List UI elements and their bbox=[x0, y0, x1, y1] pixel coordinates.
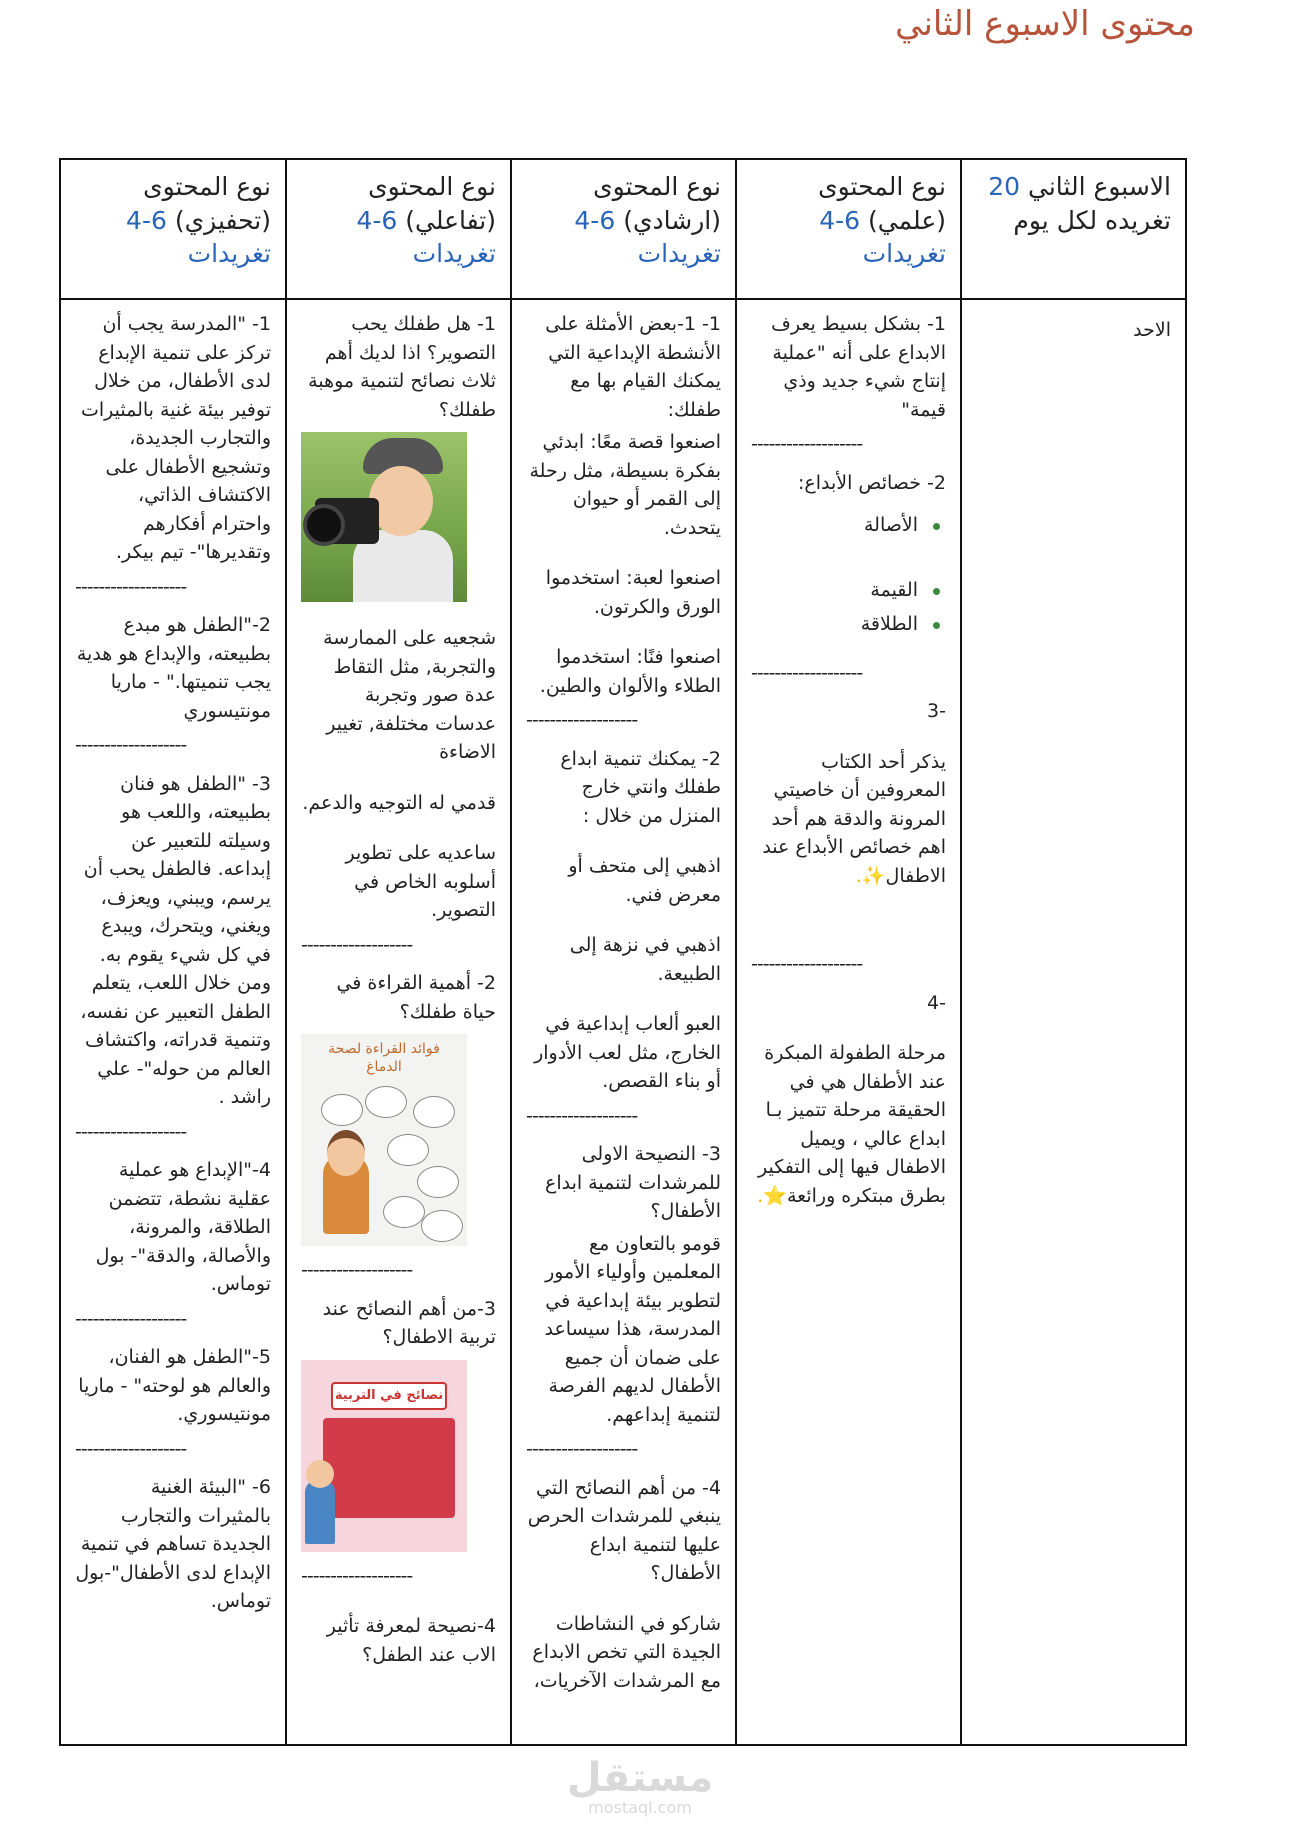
separator: ------------------- bbox=[751, 433, 863, 455]
header-week-title: الاسبوع الثاني bbox=[1028, 172, 1171, 201]
motivational-quote-6: 6- "البيئة الغنية بالمثيرات والتجارب الجديدة تساهم في تنمية الإبداع لدى الأطفال"-بول توماس. bbox=[75, 1476, 271, 1612]
guidance-tweet-4-answer: شاركو في النشاطات الجيدة التي تخص الابداع مع المرشدات الآخريات، bbox=[532, 1612, 721, 1692]
weekly-content-table bbox=[59, 158, 1187, 1746]
advice-text-box bbox=[323, 1418, 455, 1518]
header-type: (تحفيزي) bbox=[174, 205, 271, 235]
guidance-tweet-4-question: 4- من أهم النصائح التي ينبغي للمرشدات الحرص عليها لتنمية ابداع الأطفال؟ bbox=[527, 1476, 721, 1584]
day-label: الاحد bbox=[961, 299, 1186, 1745]
day-row-sunday bbox=[60, 299, 1186, 1745]
header-range: 4-6 bbox=[819, 205, 861, 235]
header-week-subtitle: تغريده لكل يوم bbox=[1013, 205, 1171, 235]
header-week-number: 20 bbox=[988, 172, 1021, 201]
motivational-cell bbox=[60, 299, 286, 1745]
motivational-quote-3: 3- "الطفل هو فنان بطبيعته، واللعب هو وسيلته للتعبير عن إبداعه. فالطفل يحب أن يرسم، ويبني، ويعزف، ويغني، ويتحرك، ويبدع في كل شيء يقوم به. ومن خلال اللعب، يتعلم الطفل التعبير عن نفسه، وتنمية قدراته، واكتشاف العالم من حوله"- علي راشد . bbox=[80, 772, 271, 1108]
watermark-arabic: مستقل bbox=[566, 1755, 714, 1801]
interactive-tweet-1-question: 1- هل طفلك يحب التصوير؟ اذا لديك أهم ثلاث نصائح لتنمية موهبة طفلك؟ bbox=[308, 313, 496, 421]
header-label: نوع المحتوى bbox=[368, 172, 496, 201]
reading-child-head bbox=[327, 1130, 365, 1176]
separator: ------------------- bbox=[526, 709, 638, 731]
separator: ------------------- bbox=[301, 1564, 413, 1587]
scientific-tweet-3-number: -3 bbox=[927, 700, 946, 722]
parenting-tips-poster bbox=[301, 1360, 467, 1552]
star-icon: ⭐. bbox=[757, 1184, 787, 1207]
creativity-traits-list bbox=[751, 511, 946, 639]
table-header-row bbox=[60, 159, 1186, 299]
scientific-tweet-3 bbox=[751, 748, 946, 891]
thought-bubble-icon bbox=[387, 1134, 429, 1166]
header-label: نوع المحتوى bbox=[593, 172, 721, 201]
separator: ------------------- bbox=[526, 1104, 638, 1127]
separator: ------------------- bbox=[75, 734, 187, 756]
interactive-tweet-1-answer: قدمي له التوجيه والدعم. bbox=[302, 791, 496, 814]
child-camera-photo bbox=[301, 432, 467, 602]
poster-title: فوائد القراءة لصحة الدماغ bbox=[328, 1041, 440, 1076]
header-type: (تفاعلي) bbox=[405, 205, 496, 235]
header-motivational bbox=[60, 159, 286, 299]
header-label: نوع المحتوى bbox=[818, 172, 946, 201]
guidance-tweet-2-answer: العبو ألعاب إبداعية في الخارج، مثل لعب الأدوار أو بناء القصص. bbox=[534, 1013, 721, 1092]
header-type: (ارشادي) bbox=[623, 205, 721, 235]
guidance-tweet-1-answer: اصنعوا قصة معًا: ابدئي بفكرة بسيطة، مثل رحلة إلى القمر أو حيوان يتحدث. bbox=[529, 431, 721, 539]
motivational-quote-1: 1- "المدرسة يجب أن تركز على تنمية الإبداع لدى الأطفال، من خلال توفير بيئة غنية بالمثيرات والتجارب الجديدة، وتشجيع الأطفال على الاكتشاف الذاتي، واحترام أفكارهم وتقديرها"- تيم بيكر. bbox=[80, 313, 271, 563]
scientific-tweet-4 bbox=[751, 1039, 946, 1210]
interactive-tweet-2-question: 2- أهمية القراءة في حياة طفلك؟ bbox=[336, 972, 496, 1023]
guidance-tweet-3-answer: قومو بالتعاون مع المعلمين وأولياء الأمور لتطوير بيئة إبداعية في المدرسة، هذا سيساعد على ضمان أن جميع الأطفال لديهم الفرصة لتنمية إبداعهم. bbox=[544, 1232, 721, 1426]
guidance-tweet-1-answer: اصنعوا فنًا: استخدموا الطلاء والألوان والطين. bbox=[539, 646, 721, 697]
scientific-tweet-3-text: يذكر أحد الكتاب المعروفين أن خاصيتي المرونة والدقة هم أحد اهم خصائص الأبداع عند الاطفال bbox=[762, 750, 946, 887]
boy-figure-body bbox=[305, 1480, 335, 1544]
header-count-label: تغريدات bbox=[862, 238, 946, 268]
header-type: (علمي) bbox=[868, 205, 946, 235]
thought-bubble-icon bbox=[421, 1210, 463, 1242]
header-range: 4-6 bbox=[356, 205, 398, 235]
list-item: القيمة bbox=[751, 576, 918, 605]
separator: ------------------- bbox=[75, 1437, 187, 1460]
guidance-tweet-3-question: 3- النصيحة الاولى للمرشدات لتنمية ابداع الأطفال؟ bbox=[544, 1143, 721, 1222]
interactive-tweet-1-answer: شجعيه على الممارسة والتجربة, مثل التقاط عدة صور وتجربة عدسات مختلفة, تغيير الاضاءة bbox=[323, 627, 496, 763]
separator: ------------------- bbox=[301, 1259, 413, 1281]
guidance-cell bbox=[511, 299, 736, 1745]
motivational-quote-2: 2-"الطفل هو مبدع بطبيعته، والإبداع هو هدية يجب تنميتها." - ماريا مونتيسوري bbox=[76, 614, 271, 722]
header-interactive bbox=[286, 159, 511, 299]
page-title: محتوى الاسبوع الثاني bbox=[895, 4, 1195, 44]
interactive-tweet-3-question: 3-من أهم النصائح عند تربية الاطفال؟ bbox=[322, 1297, 496, 1348]
thought-bubble-icon bbox=[383, 1196, 425, 1228]
guidance-tweet-2-answer: اذهبي في نزهة إلى الطبيعة. bbox=[569, 934, 721, 985]
separator: ------------------- bbox=[75, 575, 187, 598]
advice-banner: نصائح في التربية bbox=[331, 1382, 447, 1410]
interactive-tweet-1-answer: ساعديه على تطوير أسلوبه الخاص في التصوير. bbox=[345, 842, 496, 921]
separator: ------------------- bbox=[75, 1120, 187, 1143]
header-guidance bbox=[511, 159, 736, 299]
header-count-label: تغريدات bbox=[637, 238, 721, 268]
thought-bubble-icon bbox=[365, 1086, 407, 1118]
separator: ------------------- bbox=[526, 1438, 638, 1460]
list-item: الطلاقة bbox=[751, 610, 918, 639]
header-scientific bbox=[736, 159, 961, 299]
lens-shape bbox=[303, 504, 345, 546]
guidance-tweet-2-question: 2- يمكنك تنمية ابداع طفلك وانتي خارج المنزل من خلال : bbox=[560, 747, 721, 827]
separator: ------------------- bbox=[751, 953, 863, 975]
guidance-tweet-1-question: 1- 1-بعض الأمثلة على الأنشطة الإبداعية التي يمكنك القيام بها مع طفلك: bbox=[545, 313, 721, 421]
thought-bubble-icon bbox=[413, 1096, 455, 1128]
interactive-cell bbox=[286, 299, 511, 1745]
boy-figure-head bbox=[306, 1460, 334, 1488]
guidance-tweet-1-answer: اصنعوا لعبة: استخدموا الورق والكرتون. bbox=[545, 567, 721, 618]
guidance-tweet-2-answer: اذهبي إلى متحف أو معرض فني. bbox=[568, 855, 721, 906]
scientific-tweet-4-number: -4 bbox=[927, 991, 946, 1014]
header-count-label: تغريدات bbox=[412, 238, 496, 268]
watermark-url: mostaql.com bbox=[588, 1798, 692, 1817]
motivational-quote-4: 4-"الإبداع هو عملية عقلية نشطة، تتضمن الطلاقة، والمرونة، والأصالة، والدقة"- بول توماس. bbox=[95, 1159, 271, 1295]
interactive-tweet-4-question: 4-نصيحة لمعرفة تأثير الاب عند الطفل؟ bbox=[326, 1615, 496, 1666]
scientific-tweet-4-text: مرحلة الطفولة المبكرة عند الأطفال هي في الحقيقة مرحلة تتميز بـا ابداع عالي ، ويميل الاطفال فيها إلى التفكير بطرق مبتكره ورائعة bbox=[758, 1042, 946, 1207]
separator: ------------------- bbox=[301, 933, 413, 956]
separator: ------------------- bbox=[751, 661, 863, 684]
header-label: نوع المحتوى bbox=[143, 172, 271, 201]
watermark bbox=[560, 1755, 720, 1817]
list-item: الأصالة bbox=[751, 511, 918, 540]
scientific-tweet-1: 1- بشكل بسيط يعرف الابداع على أنه "عملية إنتاج شيء جديد وذي قيمة" bbox=[771, 313, 946, 421]
motivational-quote-5: 5-"الطفل هو الفنان، والعالم هو لوحته" - ماريا مونتيسوري. bbox=[78, 1346, 271, 1425]
reading-benefits-poster bbox=[301, 1034, 467, 1246]
separator: ------------------- bbox=[75, 1307, 187, 1330]
thought-bubble-icon bbox=[321, 1094, 363, 1126]
sparkle-icon: ✨. bbox=[855, 864, 886, 887]
header-week-cell bbox=[961, 159, 1186, 299]
scientific-tweet-2-title: 2- خصائص الأبداع: bbox=[798, 471, 946, 494]
scientific-cell bbox=[736, 299, 961, 1745]
header-range: 4-6 bbox=[126, 205, 167, 235]
header-count-label: تغريدات bbox=[187, 238, 271, 268]
header-range: 4-6 bbox=[574, 205, 616, 235]
thought-bubble-icon bbox=[417, 1166, 459, 1198]
